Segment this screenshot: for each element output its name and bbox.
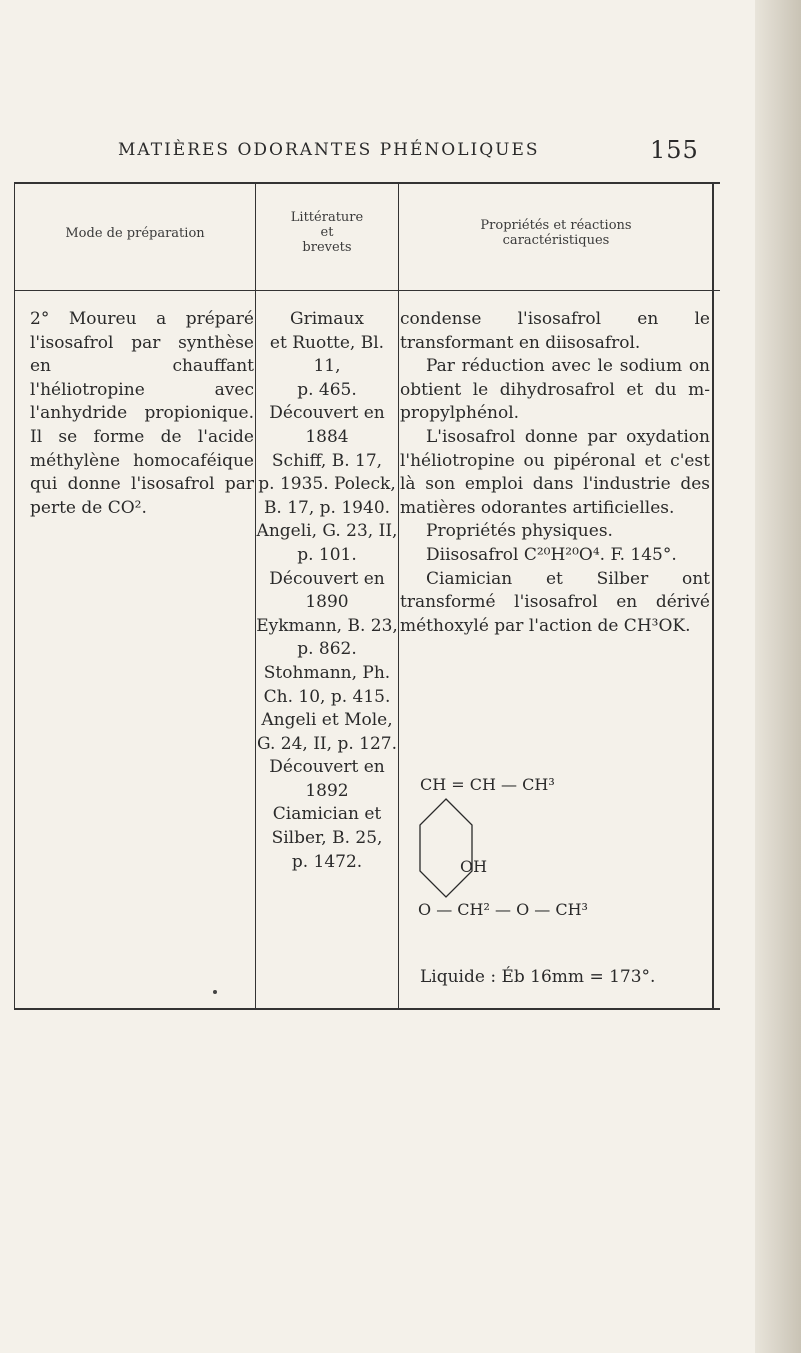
literature-line: Silber, B. 25, — [271, 828, 383, 849]
literature-line: Ch. 10, p. 415. — [263, 686, 391, 707]
literature-line: Grimaux — [290, 309, 364, 329]
table-left-rule — [14, 182, 15, 1010]
header-literature — [256, 210, 398, 255]
structural-formula — [412, 775, 702, 935]
literature-line: B. 17, p. 1940. — [263, 497, 391, 518]
benzene-ring-icon — [416, 793, 486, 903]
liquid-line — [420, 966, 710, 990]
header-mode — [16, 226, 254, 241]
formula-side-group: OH — [460, 857, 488, 876]
header-properties-line1: Propriétés et réactions — [480, 218, 632, 233]
table-top-rule — [14, 182, 720, 184]
literature-line: Ciamician et — [272, 804, 382, 825]
literature-line: Angeli et Mole, — [261, 710, 393, 731]
header-properties — [400, 218, 712, 248]
preparation-column — [30, 308, 254, 520]
running-head — [90, 136, 720, 164]
properties-column — [400, 308, 710, 638]
header-literature-line3: brevets — [302, 240, 352, 255]
properties-paragraph: Par réduction avec le sodium on obtient le dihydrosafrol et du m-propylphénol. — [400, 356, 710, 424]
literature-line: p. 862. — [297, 639, 357, 660]
literature-line: G. 24, II, p. 127. — [256, 733, 397, 754]
formula-top-line: CH = CH — CH³ — [420, 775, 555, 794]
literature-line: Schiff, B. 17, — [271, 450, 383, 471]
literature-line: Découvert en 1890 — [269, 568, 385, 613]
literature-line: Découvert en 1884 — [269, 403, 385, 447]
literature-line: p. 101. — [297, 544, 357, 565]
liquid-text: Liquide : Éb 16mm = 173°. — [420, 967, 656, 987]
header-mode-label: Mode de préparation — [65, 226, 205, 241]
stray-dot — [213, 990, 217, 994]
literature-column — [256, 308, 398, 874]
properties-paragraph: L'isosafrol donne par oxydation l'héliotropine ou pipéronal et c'est là son emploi dans l'industrie des matières odorantes artificielles. — [400, 426, 710, 518]
literature-line: Angeli, G. 23, II, — [256, 521, 398, 542]
properties-paragraph: Ciamician et Silber ont transformé l'isosafrol en dérivé méthoxylé par l'action de CH³OK. — [400, 568, 710, 636]
formula-bottom-line: O — CH² — O — CH³ — [418, 900, 588, 919]
page-edge — [755, 0, 801, 1353]
running-head-title: MATIÈRES ODORANTES PHÉNOLIQUES — [118, 140, 540, 160]
header-literature-line2: et — [320, 225, 334, 240]
literature-line: p. 1935. Poleck, — [258, 474, 396, 495]
table-bottom-rule — [14, 1008, 720, 1010]
page-number: 155 — [650, 136, 699, 164]
column-divider-2 — [398, 182, 399, 1010]
properties-paragraph: condense l'isosafrol en le transformant en diisosafrol. — [400, 309, 710, 353]
literature-line: et Ruotte, Bl. 11, — [269, 332, 385, 377]
literature-line: Eykmann, B. 23, — [256, 615, 398, 636]
table-right-rule — [712, 182, 714, 1010]
literature-line: p. 1472. — [291, 851, 363, 872]
header-bottom-rule — [14, 290, 720, 291]
properties-subheading: Propriétés physiques. — [426, 521, 613, 542]
literature-line: Découvert en 1892 — [269, 757, 385, 801]
preparation-text: 2° Moureu a préparé l'isosafrol par synthèse en chauffant l'héliotropine avec l'anhydride propionique. Il se forme de l'acide méthylène homocaféique qui donne l'isosafrol par perte de CO². — [30, 309, 254, 518]
properties-paragraph: Diisosafrol C²⁰H²⁰O⁴. F. 145°. — [426, 544, 677, 565]
literature-line: Stohmann, Ph. — [263, 662, 391, 683]
literature-line: p. 465. — [297, 379, 357, 400]
header-literature-line1: Littérature — [290, 210, 364, 225]
header-properties-line2: caractéristiques — [502, 233, 610, 248]
